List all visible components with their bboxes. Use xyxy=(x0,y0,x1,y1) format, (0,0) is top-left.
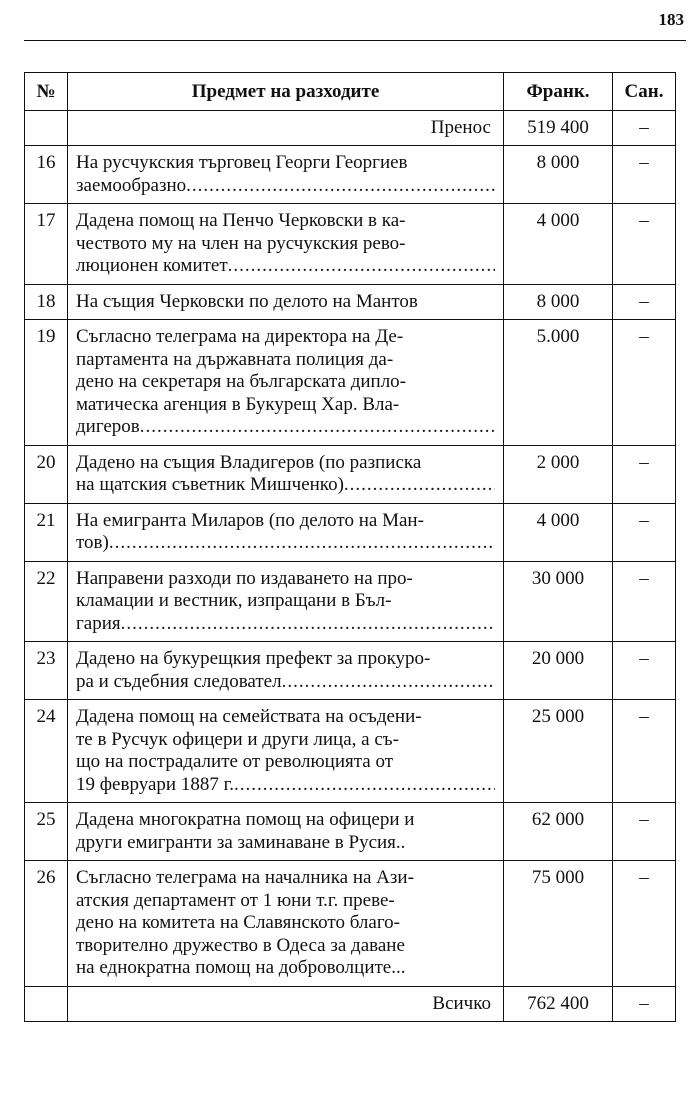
row-description xyxy=(68,445,504,503)
row-san: – xyxy=(613,700,676,803)
description-line: тов) xyxy=(76,532,109,553)
table-header-row xyxy=(25,73,676,111)
description-last-line xyxy=(76,532,495,555)
description-last-line xyxy=(76,474,495,497)
description-last-line xyxy=(76,255,495,278)
row-number: 24 xyxy=(25,700,68,803)
row-number: 23 xyxy=(25,642,68,700)
description-last-line xyxy=(76,416,495,439)
description-line: дено на секретаря на българската дипло- xyxy=(76,371,407,392)
description-line: партамента на държавната полиция да- xyxy=(76,348,394,370)
table-row xyxy=(25,445,676,503)
row-amount: 8 000 xyxy=(504,146,613,204)
description-line: атския департамент от 1 юни т.г. преве- xyxy=(76,889,395,911)
description-line: Направени разходи по издаването на про- xyxy=(76,567,413,589)
table-row xyxy=(25,284,676,320)
dot-leader xyxy=(344,474,495,497)
header-rule xyxy=(24,40,686,41)
description-line: Съгласно телеграма на началника на Ази- xyxy=(76,867,414,888)
description-line: Дадено на букурещкия префект за прокуро- xyxy=(76,648,431,669)
row-number: 19 xyxy=(25,320,68,446)
row-description xyxy=(68,861,504,987)
description-line: Дадена помощ на семействата на осъдени- xyxy=(76,706,422,727)
row-amount: 5.000 xyxy=(504,320,613,446)
row-san: – xyxy=(613,284,676,320)
description-line: други емигранти за заминаване в Русия.. xyxy=(76,831,406,853)
row-san: – xyxy=(613,204,676,285)
row-description xyxy=(68,320,504,446)
carry-over-label: Пренос xyxy=(68,110,504,146)
table-row xyxy=(25,146,676,204)
row-number: 22 xyxy=(25,561,68,642)
row-amount: 20 000 xyxy=(504,642,613,700)
total-amount: 762 400 xyxy=(504,986,613,1022)
row-number: 20 xyxy=(25,445,68,503)
row-san: – xyxy=(613,320,676,446)
expense-table xyxy=(24,72,676,1022)
row-amount: 25 000 xyxy=(504,700,613,803)
header-san: Сан. xyxy=(613,73,676,111)
carry-over-row xyxy=(25,110,676,146)
row-amount: 8 000 xyxy=(504,284,613,320)
row-number: 25 xyxy=(25,803,68,861)
carry-over-san: – xyxy=(613,110,676,146)
description-last-line xyxy=(76,832,495,855)
row-description xyxy=(68,204,504,285)
description-line: на еднократна помощ на доброволците... xyxy=(76,957,406,978)
table-row xyxy=(25,320,676,446)
description-line: На емигранта Миларов (по делото на Ман- xyxy=(76,509,424,531)
row-san: – xyxy=(613,642,676,700)
description-line: дено на комитета на Славянското благо- xyxy=(76,912,400,933)
description-line: чеството му на член на русчукския рево- xyxy=(76,232,406,254)
total-label: Всичко xyxy=(68,986,504,1022)
header-francs: Франк. xyxy=(504,73,613,111)
row-san: – xyxy=(613,146,676,204)
row-number: 18 xyxy=(25,284,68,320)
table-row xyxy=(25,561,676,642)
table-row xyxy=(25,700,676,803)
description-last-line xyxy=(76,613,495,636)
table-row xyxy=(25,204,676,285)
row-amount: 2 000 xyxy=(504,445,613,503)
table-row xyxy=(25,503,676,561)
description-line: Дадена многократна помощ на офицери и xyxy=(76,809,415,830)
description-line: творително дружество в Одеса за даване xyxy=(76,934,405,956)
header-subject: Предмет на разходите xyxy=(68,73,504,111)
total-row xyxy=(25,986,676,1022)
row-number: 17 xyxy=(25,204,68,285)
dot-leader xyxy=(234,774,495,797)
row-number: 26 xyxy=(25,861,68,987)
description-last-line xyxy=(76,291,495,314)
row-amount: 30 000 xyxy=(504,561,613,642)
dot-leader xyxy=(121,613,495,636)
row-san: – xyxy=(613,803,676,861)
row-amount: 4 000 xyxy=(504,204,613,285)
description-line: дигеров xyxy=(76,416,140,437)
total-num xyxy=(25,986,68,1022)
description-line: На русчукския търговец Георги Георгиев xyxy=(76,152,408,173)
description-line: матическа агенция в Букурещ Хар. Вла- xyxy=(76,393,400,415)
description-last-line xyxy=(76,175,495,198)
description-last-line xyxy=(76,774,495,797)
carry-over-num xyxy=(25,110,68,146)
description-line: на щатския съветник Мишченко) xyxy=(76,474,344,495)
table-row xyxy=(25,642,676,700)
description-line: заемообразно xyxy=(76,174,187,196)
description-line: Съгласно телеграма на директора на Де- xyxy=(76,326,404,347)
table-row xyxy=(25,803,676,861)
page-number: 183 xyxy=(658,10,684,29)
description-line: гария xyxy=(76,612,121,634)
row-amount: 62 000 xyxy=(504,803,613,861)
total-san: – xyxy=(613,986,676,1022)
carry-over-amount: 519 400 xyxy=(504,110,613,146)
row-description xyxy=(68,803,504,861)
row-san: – xyxy=(613,861,676,987)
description-line: те в Русчук офицери и други лица, а съ- xyxy=(76,728,399,750)
row-amount: 75 000 xyxy=(504,861,613,987)
row-san: – xyxy=(613,561,676,642)
row-description xyxy=(68,284,504,320)
description-line: 19 февруари 1887 г. xyxy=(76,773,234,795)
dot-leader xyxy=(228,255,495,278)
row-description xyxy=(68,642,504,700)
table-row xyxy=(25,861,676,987)
description-line: ра и съдебния следовател xyxy=(76,670,282,692)
row-number: 21 xyxy=(25,503,68,561)
description-line: Дадена помощ на Пенчо Черковски в ка- xyxy=(76,210,406,231)
row-amount: 4 000 xyxy=(504,503,613,561)
dot-leader xyxy=(140,416,495,439)
row-number: 16 xyxy=(25,146,68,204)
dot-leader xyxy=(282,671,495,694)
description-line: люционен комитет xyxy=(76,255,228,276)
description-line: Дадено на същия Владигеров (по разписка xyxy=(76,451,422,473)
row-description xyxy=(68,503,504,561)
row-description xyxy=(68,561,504,642)
header-number: № xyxy=(25,73,68,111)
description-line: що на пострадалите от революцията от xyxy=(76,751,394,772)
description-last-line xyxy=(76,671,495,694)
description-last-line xyxy=(76,957,495,980)
description-line: На същия Черковски по делото на Мантов xyxy=(76,290,418,312)
row-description xyxy=(68,146,504,204)
dot-leader xyxy=(109,532,495,555)
row-description xyxy=(68,700,504,803)
row-san: – xyxy=(613,503,676,561)
row-san: – xyxy=(613,445,676,503)
dot-leader xyxy=(186,175,495,198)
description-line: кламации и вестник, изпращани в Бъл- xyxy=(76,590,392,611)
